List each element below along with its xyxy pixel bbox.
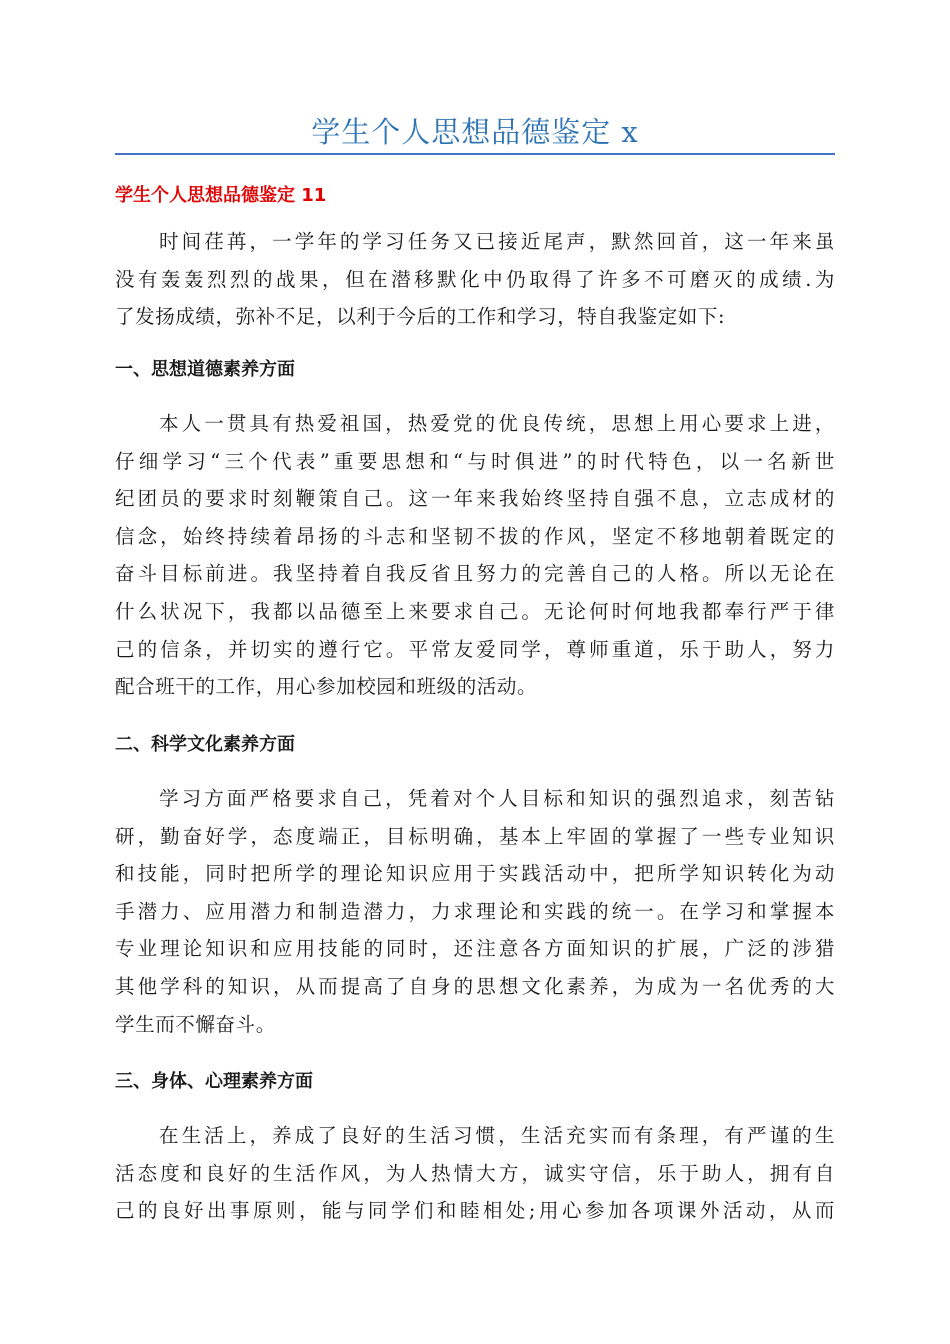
section-paragraph-body-mind	[115, 1117, 835, 1230]
paragraph-line: 学生而不懈奋斗。	[115, 1012, 276, 1036]
paragraph-line: 活态度和良好的生活作风，为人热情大方，诚实守信，乐于助人，拥有自	[115, 1161, 835, 1185]
document-subtitle: 学生个人思想品德鉴定 11	[115, 185, 327, 206]
paragraph-line: 了发扬成绩，弥补不足，以利于今后的工作和学习，特自我鉴定如下:	[115, 305, 726, 329]
section-paragraph-morality	[115, 405, 835, 706]
section-heading-body-mind: 三、身体、心理素养方面	[115, 1071, 313, 1092]
paragraph-line: 仔细学习“三个代表”重要思想和“与时俱进”的时代特色，以一名新世	[115, 449, 835, 473]
intro-paragraph	[115, 223, 835, 336]
paragraph-line: 手潜力、应用潜力和制造潜力，力求理论和实践的统一。在学习和掌握本	[115, 899, 835, 923]
paragraph-line: 和技能，同时把所学的理论知识应用于实践活动中，把所学知识转化为动	[115, 862, 835, 886]
paragraph-line: 什么状况下，我都以品德至上来要求自己。无论何时何地我都奉行严于律	[115, 599, 835, 623]
section-heading-science-culture: 二、科学文化素养方面	[115, 734, 295, 755]
paragraph-line: 己的良好出事原则，能与同学们和睦相处;用心参加各项课外活动，从而	[115, 1199, 835, 1223]
paragraph-line: 在生活上，养成了良好的生活习惯，生活充实而有条理，有严谨的生	[159, 1124, 835, 1147]
paragraph-line: 纪团员的要求时刻鞭策自己。这一年来我始终坚持自强不息，立志成材的	[115, 487, 835, 511]
title-underline	[115, 153, 835, 155]
paragraph-line: 没有轰轰烈烈的战果，但在潜移默化中仍取得了许多不可磨灭的成绩.为	[115, 267, 835, 291]
paragraph-line: 研，勤奋好学，态度端正，目标明确，基本上牢固的掌握了一些专业知识	[115, 824, 835, 848]
paragraph-line: 信念，始终持续着昂扬的斗志和坚韧不拔的作风，坚定不移地朝着既定的	[115, 524, 835, 548]
paragraph-line: 时间荏苒，一学年的学习任务又已接近尾声，默然回首，这一年来虽	[159, 230, 835, 253]
document-title: 学生个人思想品德鉴定 x	[311, 115, 639, 149]
section-heading-morality: 一、思想道德素养方面	[115, 359, 295, 380]
paragraph-line: 专业理论知识和应用技能的同时，还注意各方面知识的扩展，广泛的涉猎	[115, 937, 835, 961]
paragraph-line: 其他学科的知识，从而提高了自身的思想文化素养，为成为一名优秀的大	[115, 974, 835, 998]
paragraph-line: 本人一贯具有热爱祖国，热爱党的优良传统，思想上用心要求上进，	[159, 412, 835, 435]
paragraph-line: 配合班干的工作，用心参加校园和班级的活动。	[115, 675, 538, 699]
paragraph-line: 学习方面严格要求自己，凭着对个人目标和知识的强烈追求，刻苦钻	[159, 787, 835, 810]
paragraph-line: 己的信条，并切实的遵行它。平常友爱同学，尊师重道，乐于助人，努力	[115, 637, 835, 661]
paragraph-line: 奋斗目标前进。我坚持着自我反省且努力的完善自己的人格。所以无论在	[115, 562, 835, 586]
section-paragraph-science-culture	[115, 780, 835, 1043]
